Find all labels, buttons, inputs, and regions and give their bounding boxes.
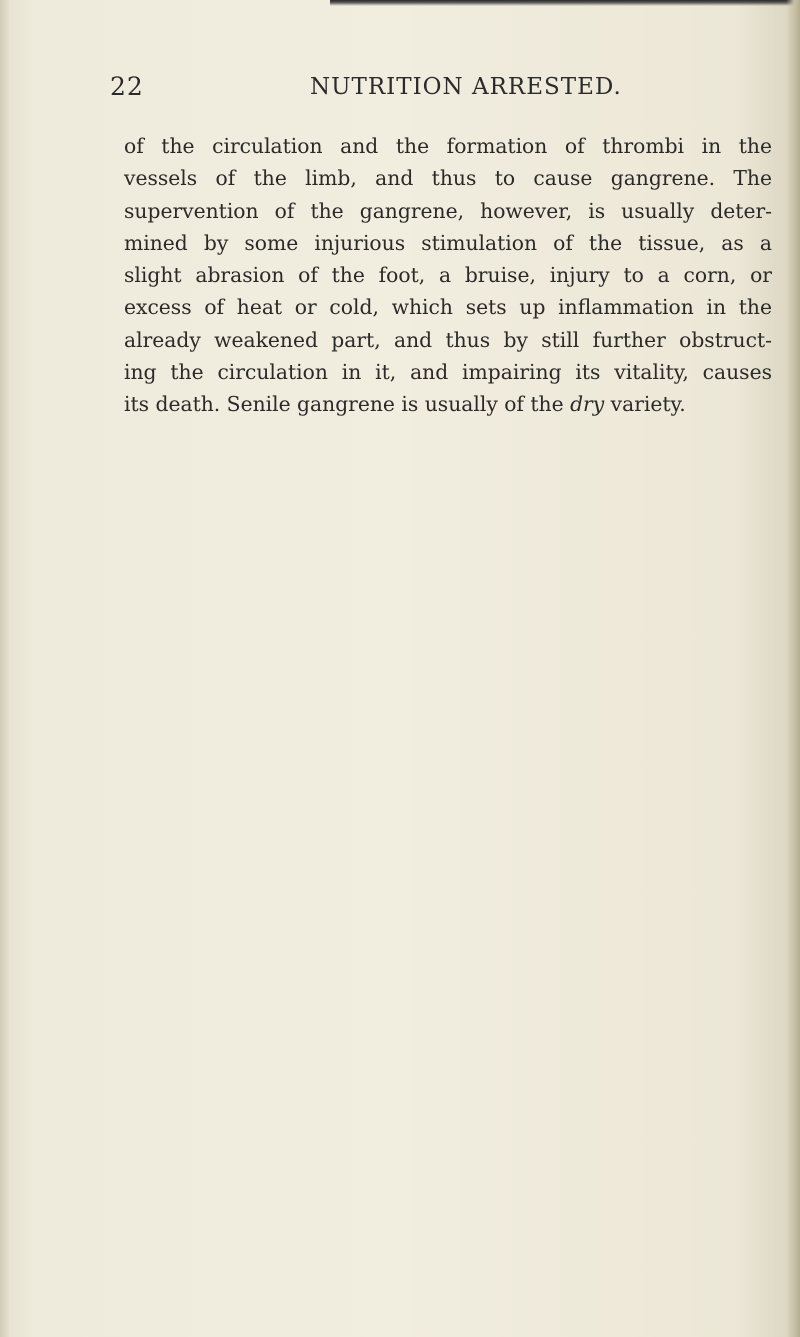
text-segment: its death. Senile gangrene is usually of the xyxy=(124,392,571,417)
text-line: mined by some injurious stimulation of the tissue, as a xyxy=(124,230,772,255)
text-line: supervention of the gangrene, however, is usually deter- xyxy=(124,198,772,223)
text-line: vessels of the limb, and thus to cause gangrene. The xyxy=(124,166,772,191)
text-line: of the circulation and the formation of thrombi in the xyxy=(124,134,772,158)
running-title: NUTRITION ARRESTED. xyxy=(310,74,622,100)
running-head xyxy=(110,72,750,108)
text-segment: variety. xyxy=(604,392,686,417)
text-line: excess of heat or cold, which sets up inflammation in the xyxy=(124,295,772,320)
page-top-edge xyxy=(330,0,800,6)
text-line: already weakened part, and thus by still further obstruct- xyxy=(124,327,772,352)
text-line: slight abrasion of the foot, a bruise, injury to a corn, or xyxy=(124,263,772,288)
italic-emphasis: dry xyxy=(570,392,605,417)
page-left-edge xyxy=(0,0,10,1337)
page-number: 22 xyxy=(110,72,144,101)
body-paragraph xyxy=(124,130,772,421)
text-line: ing the circulation in it, and impairing its vitality, causes xyxy=(124,360,772,385)
page-right-edge xyxy=(786,0,800,1337)
text-line-last xyxy=(124,388,772,420)
